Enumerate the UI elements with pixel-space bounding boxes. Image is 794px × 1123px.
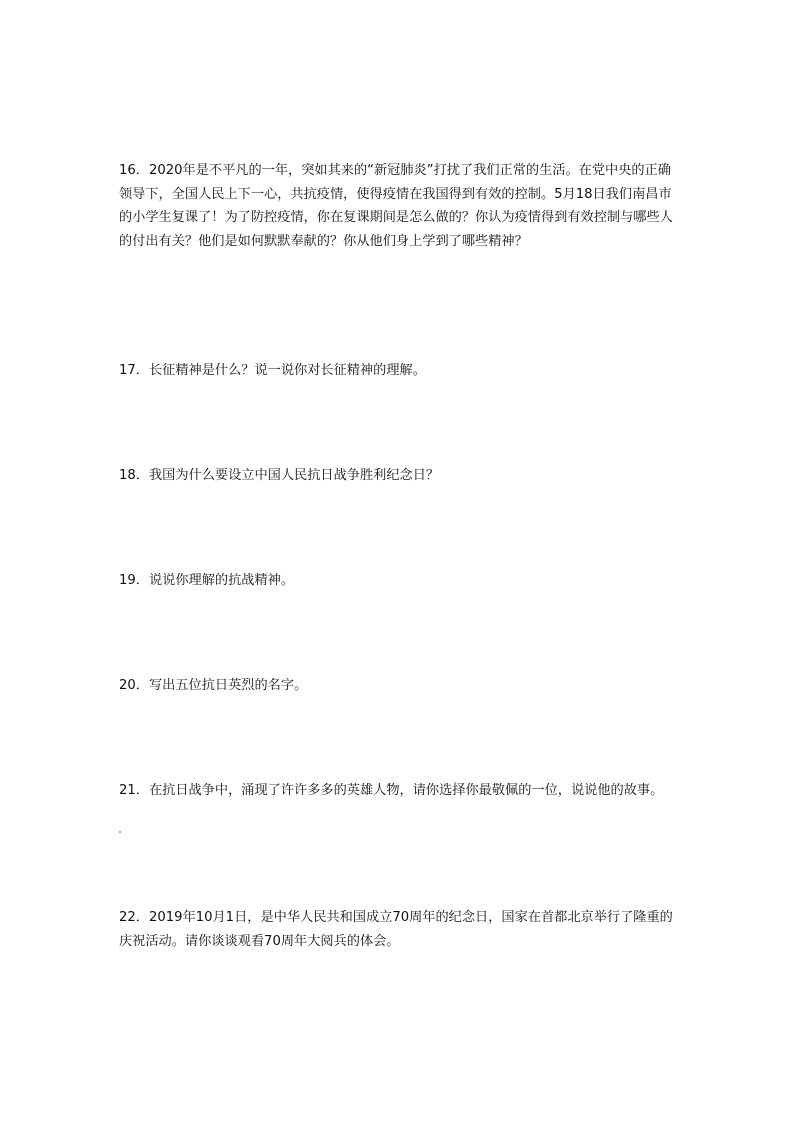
- question-22: 22．2019年10月1日，是中华人民共和国成立70周年的纪念日，国家在首都北京举行了隆重的庆祝活动。请你谈谈观看70周年大阅兵的体会。: [119, 910, 673, 949]
- question-20: 20．写出五位抗日英烈的名字。: [119, 678, 308, 694]
- question-17: 17．长征精神是什么？说一说你对长征精神的理解。: [119, 363, 426, 379]
- stray-mark: [119, 831, 121, 833]
- question-18: 18．我国为什么要设立中国人民抗日战争胜利纪念日？: [119, 468, 440, 484]
- question-16: 16．2020年是不平凡的一年，突如其来的“新冠肺炎”打扰了我们正常的生活。在党中央的正确领导下，全国人民上下一心，共抗疫情，使得疫情在我国得到有效的控制。5月18日我们南昌市的小学生复课了！为了防控疫情，你在复课期间是怎么做的？你认为疫情得到有效控制与哪些人的付出有关？他们是如何默默奉献的？你从他们身上学到了哪些精神？: [119, 163, 673, 249]
- question-19: 19．说说你理解的抗战精神。: [119, 573, 295, 589]
- question-21: 21．在抗日战争中，涌现了许许多多的英雄人物，请你选择你最敬佩的一位，说说他的故事。: [119, 783, 664, 799]
